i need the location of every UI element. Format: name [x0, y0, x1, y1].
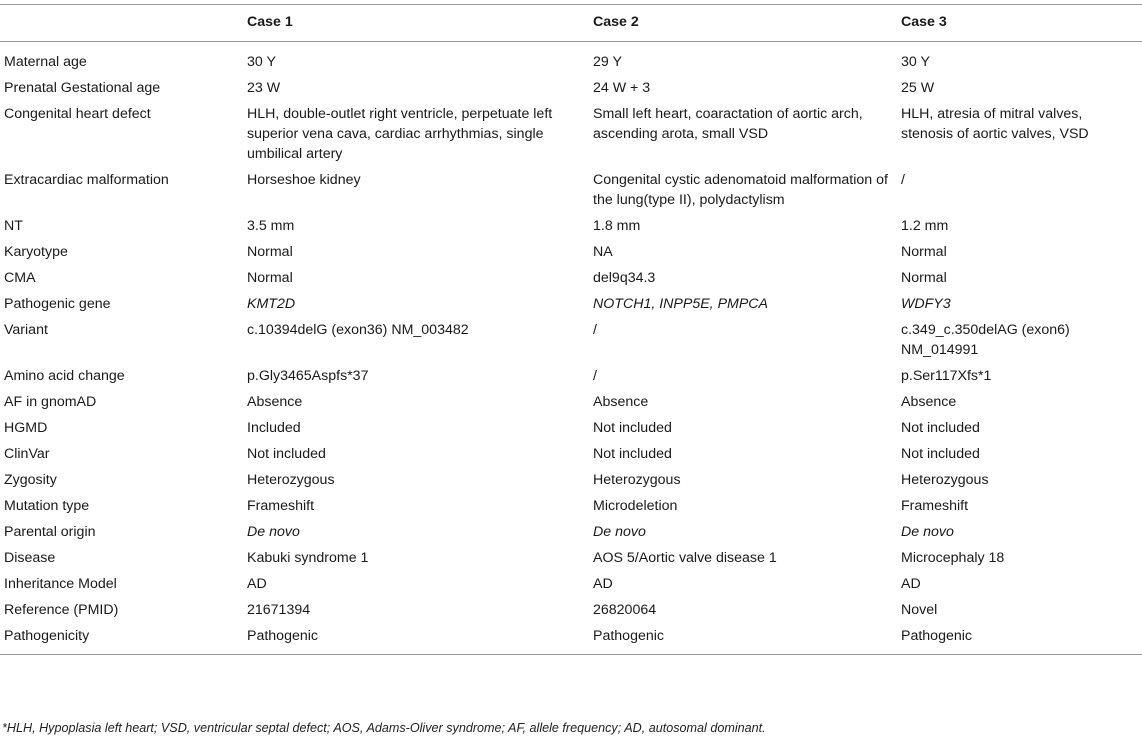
cell-case-1: Not included — [247, 446, 326, 462]
row-label: Variant — [4, 322, 48, 338]
cell-case-3: WDFY3 — [901, 296, 951, 312]
table-row — [0, 597, 1142, 623]
row-label: AF in gnomAD — [4, 394, 97, 410]
cell-case-3: AD — [901, 576, 921, 592]
cell-case-3: / — [901, 172, 905, 188]
table-row — [0, 441, 1142, 467]
cell-case-2: NA — [593, 244, 613, 260]
table-row — [0, 571, 1142, 597]
table-row — [0, 265, 1142, 291]
cell-case-3: c.349_c.350delAG (exon6) NM_014991 — [901, 322, 1070, 358]
header-cell-case-3: Case 3 — [897, 5, 1142, 42]
cell-case-1: 23 W — [247, 80, 281, 96]
case-comparison-table — [0, 4, 1142, 655]
cell-case-3: Frameshift — [901, 498, 969, 514]
cell-case-3: Not included — [901, 420, 980, 436]
cell-case-2: 26820064 — [593, 602, 657, 618]
table-row — [0, 101, 1142, 167]
table-body — [0, 42, 1142, 655]
cell-case-1: Included — [247, 420, 301, 436]
row-label: Inheritance Model — [4, 576, 117, 592]
cell-case-2: 24 W + 3 — [593, 80, 651, 96]
table-row — [0, 317, 1142, 363]
row-label: Parental origin — [4, 524, 96, 540]
cell-case-3: Microcephaly 18 — [901, 550, 1005, 566]
cell-case-1: Horseshoe kidney — [247, 172, 361, 188]
cell-case-1: Absence — [247, 394, 303, 410]
cell-case-1: Kabuki syndrome 1 — [247, 550, 369, 566]
cell-case-1: HLH, double-outlet right ventricle, perpetuate left superior vena cava, cardiac arrhythmias, single umbilical artery — [247, 106, 553, 162]
table-row — [0, 519, 1142, 545]
row-label: Prenatal Gestational age — [4, 80, 161, 96]
cell-case-1: KMT2D — [247, 296, 296, 312]
cell-case-2: 29 Y — [593, 54, 622, 70]
cell-case-2: AD — [593, 576, 613, 592]
cell-case-3: HLH, atresia of mitral valves, stenosis of aortic valves, VSD — [901, 106, 1089, 142]
row-label: Extracardiac malformation — [4, 172, 169, 188]
cell-case-1: 21671394 — [247, 602, 311, 618]
cell-case-3: De novo — [901, 524, 954, 540]
table-header — [0, 5, 1142, 42]
row-label: ClinVar — [4, 446, 50, 462]
row-label: NT — [4, 218, 23, 234]
row-label: HGMD — [4, 420, 48, 436]
cell-case-3: Pathogenic — [897, 623, 1142, 655]
table-row — [0, 75, 1142, 101]
table-row — [0, 291, 1142, 317]
table-row — [0, 415, 1142, 441]
table-row — [0, 42, 1142, 76]
cell-case-3: Not included — [901, 446, 980, 462]
header-row — [0, 5, 1142, 42]
cell-case-1: De novo — [247, 524, 300, 540]
table-footnote: *HLH, Hypoplasia left heart; VSD, ventricular septal defect; AOS, Adams-Oliver syndrome; AF, allele frequency; AD, autosomal dominant. — [2, 721, 766, 735]
cell-case-3: Absence — [901, 394, 957, 410]
cell-case-1: c.10394delG (exon36) NM_003482 — [247, 322, 469, 338]
cell-case-1: Heterozygous — [247, 472, 335, 488]
table-row — [0, 623, 1142, 655]
row-label: Maternal age — [4, 54, 87, 70]
cell-case-2: Congenital cystic adenomatoid malformation of the lung(type II), polydactylism — [593, 172, 888, 208]
cell-case-3: p.Ser117Xfs*1 — [901, 368, 992, 384]
cell-case-1: Pathogenic — [243, 623, 589, 655]
table-row — [0, 167, 1142, 213]
cell-case-1: 30 Y — [247, 54, 276, 70]
cell-case-3: Heterozygous — [901, 472, 989, 488]
cell-case-3: 1.2 mm — [901, 218, 949, 234]
row-label: Reference (PMID) — [4, 602, 119, 618]
cell-case-1: p.Gly3465Aspfs*37 — [247, 368, 369, 384]
cell-case-3: Novel — [901, 602, 938, 618]
cell-case-3: Normal — [901, 270, 947, 286]
cell-case-2: AOS 5/Aortic valve disease 1 — [593, 550, 777, 566]
cell-case-2: Not included — [593, 420, 672, 436]
header-cell-case-1: Case 1 — [243, 5, 589, 42]
row-label: Zygosity — [4, 472, 57, 488]
cell-case-2: / — [593, 322, 597, 338]
case-table-container — [0, 4, 1142, 655]
header-cell-case-2: Case 2 — [589, 5, 897, 42]
cell-case-3: Normal — [901, 244, 947, 260]
cell-case-2: Small left heart, coaractation of aortic arch, ascending arota, small VSD — [593, 106, 863, 142]
cell-case-2: De novo — [593, 524, 646, 540]
cell-case-2: / — [593, 368, 597, 384]
cell-case-1: AD — [247, 576, 267, 592]
cell-case-2: Absence — [593, 394, 649, 410]
row-label: Disease — [4, 550, 56, 566]
table-row — [0, 239, 1142, 265]
row-label: Pathogenicity — [0, 623, 243, 655]
cell-case-2: Not included — [593, 446, 672, 462]
table-row — [0, 467, 1142, 493]
row-label: CMA — [4, 270, 36, 286]
cell-case-3: 25 W — [901, 80, 935, 96]
table-row — [0, 363, 1142, 389]
header-cell-empty — [0, 5, 243, 42]
row-label: Pathogenic gene — [4, 296, 111, 312]
table-row — [0, 389, 1142, 415]
cell-case-2: del9q34.3 — [593, 270, 656, 286]
table-row — [0, 213, 1142, 239]
cell-case-1: Normal — [247, 244, 293, 260]
cell-case-1: 3.5 mm — [247, 218, 295, 234]
row-label: Karyotype — [4, 244, 68, 260]
row-label: Congenital heart defect — [4, 106, 151, 122]
cell-case-2: Heterozygous — [593, 472, 681, 488]
cell-case-1: Frameshift — [247, 498, 315, 514]
cell-case-2: Microdeletion — [593, 498, 678, 514]
cell-case-2: Pathogenic — [589, 623, 897, 655]
row-label: Mutation type — [4, 498, 90, 514]
cell-case-3: 30 Y — [901, 54, 930, 70]
cell-case-1: Normal — [247, 270, 293, 286]
cell-case-2: NOTCH1, INPP5E, PMPCA — [593, 296, 769, 312]
table-row — [0, 493, 1142, 519]
cell-case-2: 1.8 mm — [593, 218, 641, 234]
row-label: Amino acid change — [4, 368, 125, 384]
table-row — [0, 545, 1142, 571]
